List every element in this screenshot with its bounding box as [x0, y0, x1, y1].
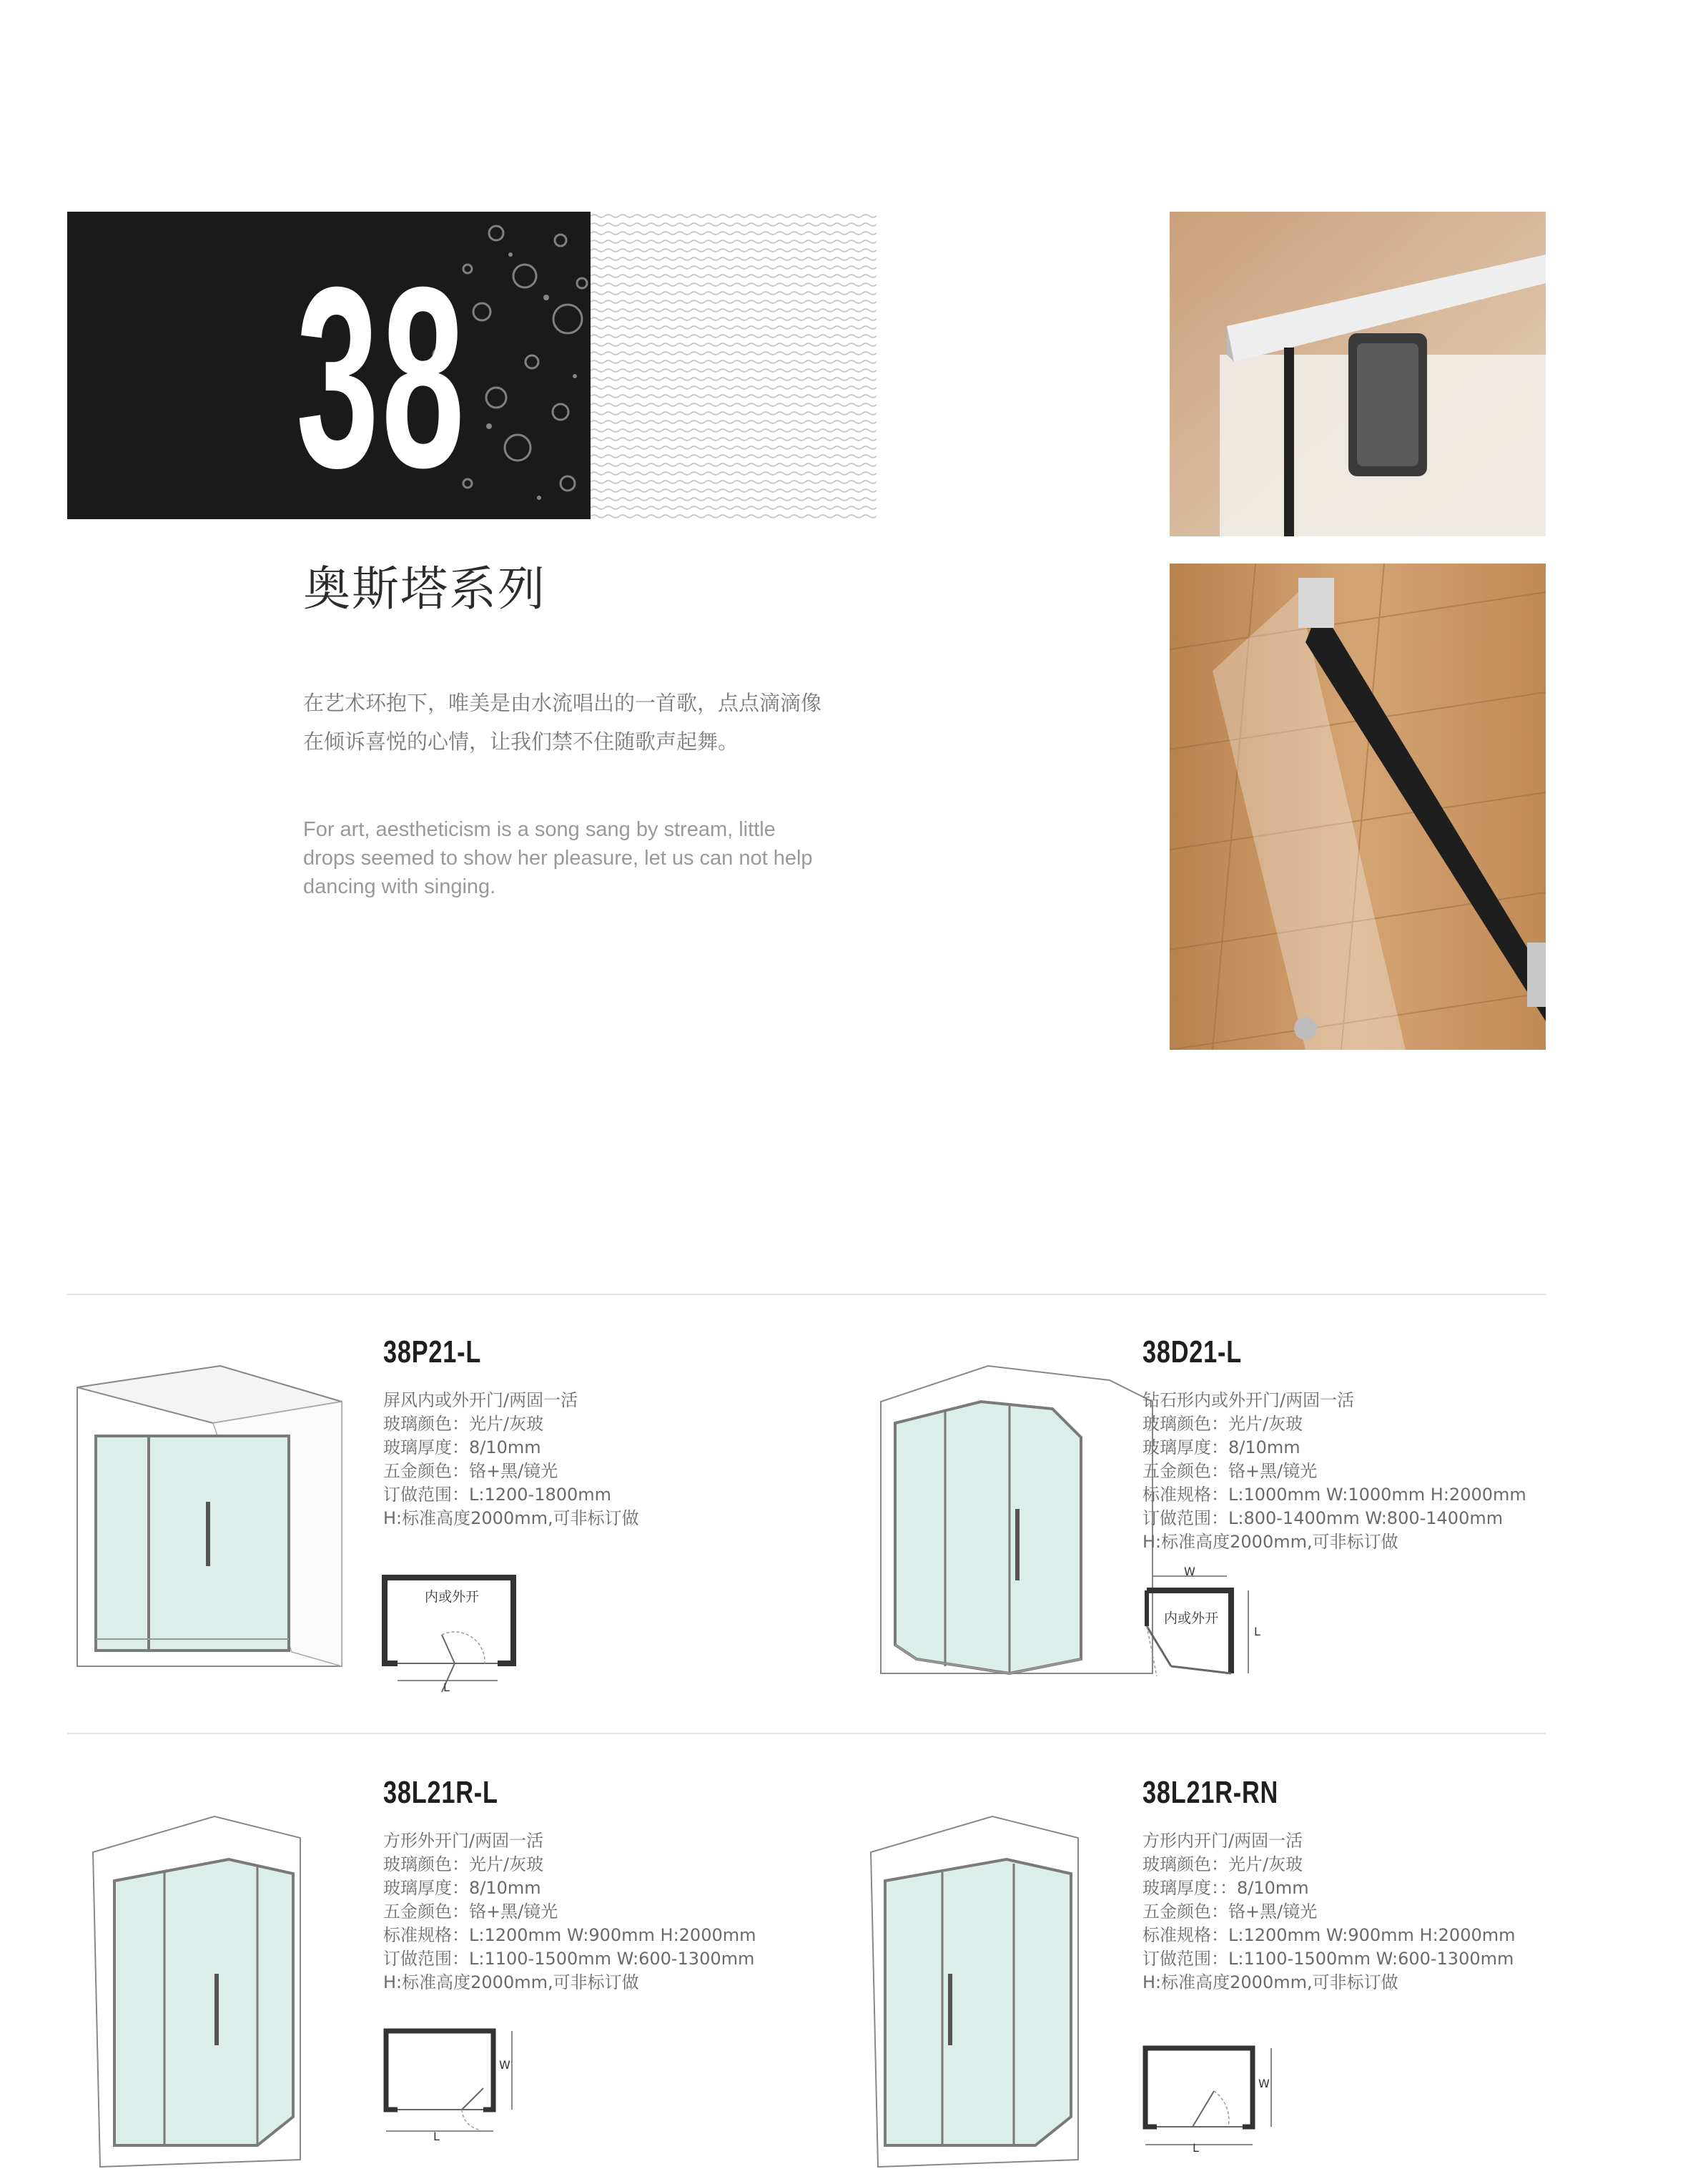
product-render-square — [86, 1809, 315, 2170]
spec-line: 屏风内或外开门/两固一活 — [383, 1390, 578, 1410]
wave-line — [591, 249, 877, 252]
dim-label: L — [443, 1681, 450, 1694]
wave-line — [591, 215, 877, 217]
dim-label: W — [1258, 2077, 1270, 2090]
spec-line: 玻璃厚度：8/10mm — [1142, 1437, 1300, 1457]
wave-line — [591, 395, 877, 398]
spec-line: 订做范围：L:1100-1500mm W:600-1300mm — [1142, 1949, 1514, 1969]
spec-line: 五金颜色：铬+黑/镜光 — [1142, 1461, 1318, 1481]
model-name: 38P21-L — [383, 1334, 482, 1369]
wave-line — [591, 266, 877, 269]
wave-line — [591, 498, 877, 501]
wave-line — [591, 240, 877, 243]
dim-label: L — [1193, 2141, 1199, 2155]
wave-line — [591, 455, 877, 458]
wave-line — [591, 506, 877, 509]
dim-label: W — [499, 2058, 510, 2072]
spec-line: 订做范围：L:1100-1500mm W:600-1300mm — [383, 1949, 755, 1969]
wave-line — [591, 360, 877, 363]
spec-line: H:标准高度2000mm,可非标订做 — [383, 1972, 639, 1992]
hinge-photo — [1170, 212, 1546, 536]
floor-plan-diagram — [383, 2024, 526, 2145]
wave-line — [591, 412, 877, 415]
spec-line: H:标准高度2000mm,可非标订做 — [1142, 1972, 1398, 1992]
spec-line: 玻璃厚度：8/10mm — [383, 1878, 541, 1898]
intro-chinese: 在艺术环抱下，唯美是由水流唱出的一首歌，点点滴滴像在倾诉喜悦的心情，让我们禁不住随歌声起舞。 — [303, 691, 822, 754]
wave-line — [591, 352, 877, 355]
model-name: 38L21R-L — [383, 1775, 498, 1810]
spec-line: 钻石形内或外开门/两固一活 — [1142, 1390, 1355, 1410]
spec-list — [383, 1389, 639, 1530]
spec-line: 五金颜色：铬+黑/镜光 — [383, 1461, 558, 1481]
wave-pattern — [591, 212, 877, 519]
wave-line — [591, 318, 877, 320]
model-name: 38D21-L — [1142, 1334, 1242, 1369]
wave-line — [591, 386, 877, 389]
spec-line: 玻璃颜色：光片/灰玻 — [383, 1414, 544, 1434]
spec-line: 标准规格：L:1000mm W:1000mm H:2000mm — [1142, 1485, 1526, 1505]
spec-line: 玻璃颜色：光片/灰玻 — [1142, 1854, 1303, 1874]
spec-line: 方形内开门/两固一活 — [1142, 1831, 1303, 1851]
wave-line — [591, 223, 877, 226]
wave-line — [591, 335, 877, 338]
spec-line: H:标准高度2000mm,可非标订做 — [383, 1508, 639, 1528]
floor-plan-diagram — [1142, 2041, 1285, 2155]
spec-list — [383, 1829, 756, 1994]
wave-line — [591, 429, 877, 432]
intro-english: For art, aestheticism is a song sang by stream, little drops seemed to show her pleasure, let us can not help dancing with singing. — [303, 818, 813, 898]
dim-label: W — [1184, 1565, 1195, 1578]
wave-line — [591, 438, 877, 441]
wave-line — [591, 257, 877, 260]
series-number: 38 — [296, 234, 468, 521]
section-divider — [67, 1294, 1546, 1295]
spec-line: 标准规格：L:1200mm W:900mm H:2000mm — [1142, 1925, 1516, 1945]
spec-line: 玻璃颜色：光片/灰玻 — [383, 1854, 544, 1874]
spec-line: 玻璃厚度：8/10mm — [383, 1437, 541, 1457]
wave-line — [591, 515, 877, 518]
spec-line: 订做范围：L:1200-1800mm — [383, 1485, 612, 1505]
product-render-diamond — [867, 1359, 1152, 1691]
spec-line: 五金颜色：铬+黑/镜光 — [383, 1902, 558, 1922]
spec-line: 玻璃颜色：光片/灰玻 — [1142, 1414, 1303, 1434]
spec-line: 标准规格：L:1200mm W:900mm H:2000mm — [383, 1925, 756, 1945]
wave-line — [591, 481, 877, 483]
floor-plan-diagram — [383, 1573, 526, 1695]
wave-line — [591, 489, 877, 492]
wave-line — [591, 275, 877, 277]
product-render-screen — [63, 1359, 349, 1691]
section-divider — [67, 1733, 1546, 1734]
wave-line — [591, 463, 877, 466]
plan-label: 内或外开 — [425, 1589, 480, 1605]
wave-line — [591, 292, 877, 295]
wave-line — [591, 309, 877, 312]
wave-line — [591, 300, 877, 303]
wave-line — [591, 446, 877, 449]
dim-label: L — [1254, 1625, 1260, 1638]
pivot-photo — [1170, 564, 1546, 1050]
wave-line — [591, 472, 877, 475]
wave-line — [591, 420, 877, 423]
wave-line — [591, 326, 877, 329]
wave-line — [591, 283, 877, 286]
spec-line: H:标准高度2000mm,可非标订做 — [1142, 1532, 1398, 1552]
dim-label: L — [433, 2130, 440, 2143]
product-render-square — [864, 1809, 1092, 2170]
spec-line: 五金颜色：铬+黑/镜光 — [1142, 1902, 1318, 1922]
wave-line — [591, 343, 877, 346]
wave-line — [591, 403, 877, 406]
spec-line: 玻璃厚度：：8/10mm — [1142, 1878, 1309, 1898]
wave-line — [591, 378, 877, 380]
plan-label: 内或外开 — [1164, 1610, 1219, 1626]
spec-line: 订做范围：L:800-1400mm W:800-1400mm — [1142, 1508, 1504, 1528]
series-title: 奥斯塔系列 — [303, 561, 546, 616]
spec-list — [1142, 1389, 1526, 1554]
spec-list — [1142, 1829, 1516, 1994]
wave-line — [591, 369, 877, 372]
model-name: 38L21R-RN — [1142, 1775, 1279, 1810]
wave-line — [591, 232, 877, 235]
spec-line: 方形外开门/两固一活 — [383, 1831, 544, 1851]
floor-plan-diagram — [1142, 1565, 1271, 1691]
